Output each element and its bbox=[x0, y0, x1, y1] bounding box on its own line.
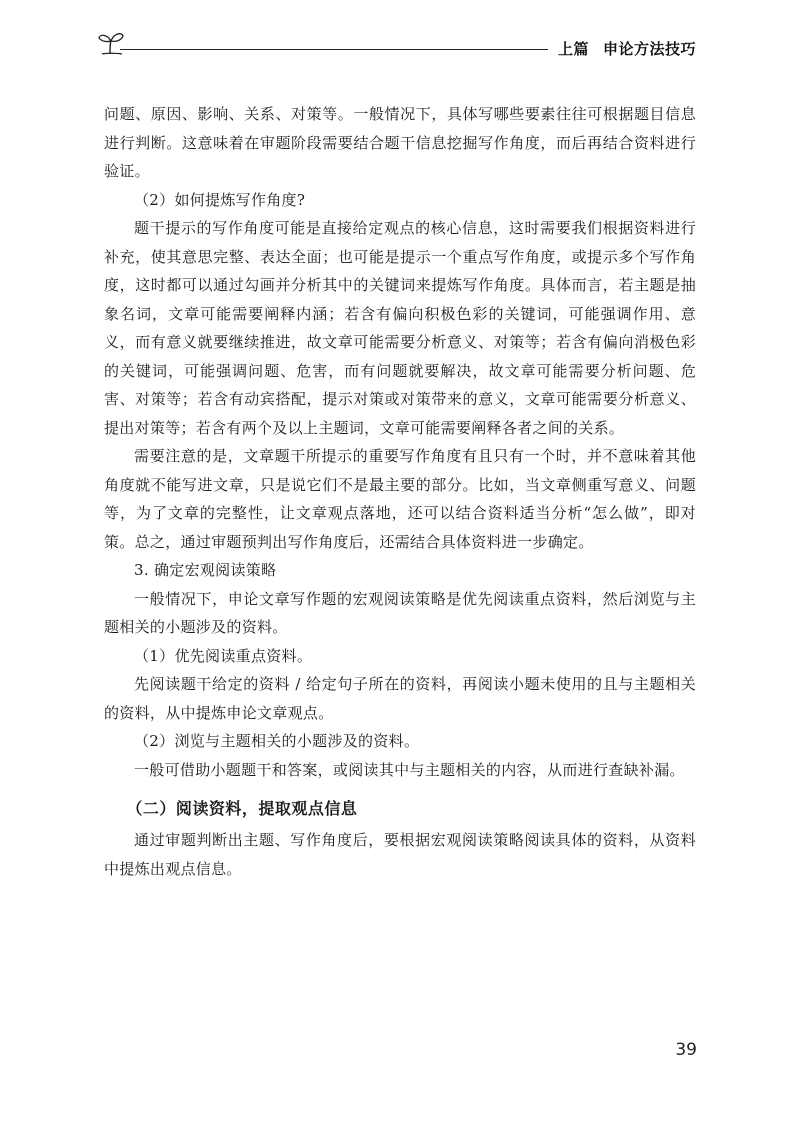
paragraph-3: 需要注意的是，文章题干所提示的重要写作角度有且只有一个时，并不意味着其他角度就不能写进文章，只是说它们不是最主要的部分。比如，当文章侧重写意义、问题等，为了文章的完整性，让文章观点落地，还可以结合资料适当分析“怎么做”，即对策。总之，通过审题预判出写作角度后，还需结合具体资料进一步确定。 bbox=[104, 447, 696, 551]
subheading-how-to-extract: （2）如何提炼写作角度? bbox=[134, 190, 306, 209]
page-number: 39 bbox=[675, 1040, 697, 1060]
header-title-text: 申论方法技巧 bbox=[602, 40, 696, 58]
header-part: 上篇 bbox=[557, 40, 589, 58]
paragraph-4: 一般情况下，申论文章写作题的宏观阅读策略是优先阅读重点资料，然后浏览与主题相关的小题涉及的资料。 bbox=[104, 589, 696, 636]
subheading-reading-strategy: 3. 确定宏观阅读策略 bbox=[134, 561, 277, 579]
paragraph-7: 通过审题判断出主题、写作角度后，要根据宏观阅读策略阅读具体的资料，从资料中提炼出观点信息。 bbox=[104, 831, 696, 878]
section-title bbox=[558, 38, 696, 59]
subheading-priority-reading: （1）优先阅读重点资料。 bbox=[134, 646, 313, 665]
paragraph-2: 题干提示的写作角度可能是直接给定观点的核心信息，这时需要我们根据资料进行补充，使其意思完整、表达全面；也可能是提示一个重点写作角度，或提示多个写作角度，这时都可以通过勾画并分析其中的关键词来提炼写作角度。具体而言，若主题是抽象名词，文章可能需要阐释内涵；若含有偏向积极色彩的关键词，可能强调作用、意义，而有意义就要继续推进，故文章可能需要分析意义、对策等；若含有偏向消极色彩的关键词，可能强调问题、危害，而有问题就要解决，故文章可能需要分析问题、危害、对策等；若含有动宾搭配，提示对策或对策带来的意义，文章可能需要分析意义、提出对策等；若含有两个及以上主题词，文章可能需要阐释各者之间的关系。 bbox=[104, 219, 696, 437]
section-heading-read-materials: （二）阅读资料，提取观点信息 bbox=[126, 799, 358, 818]
paragraph-5: 先阅读题干给定的资料 / 给定句子所在的资料，再阅读小题未使用的且与主题相关的资料，从中提炼申论文章观点。 bbox=[104, 675, 696, 722]
subheading-browse-related: （2）浏览与主题相关的小题涉及的资料。 bbox=[134, 732, 420, 750]
header-rule bbox=[120, 49, 548, 50]
paragraph-6: 一般可借助小题题干和答案，或阅读其中与主题相关的内容，从而进行查缺补漏。 bbox=[134, 760, 685, 779]
paragraph-1: 问题、原因、影响、关系、对策等。一般情况下，具体写哪些要素往往可根据题目信息进行判断。这意味着在审题阶段需要结合题干信息挖掘写作角度，而后再结合资料进行验证。 bbox=[104, 105, 696, 180]
page-body bbox=[104, 100, 696, 883]
sprout-icon bbox=[96, 30, 126, 56]
running-header bbox=[96, 30, 696, 64]
